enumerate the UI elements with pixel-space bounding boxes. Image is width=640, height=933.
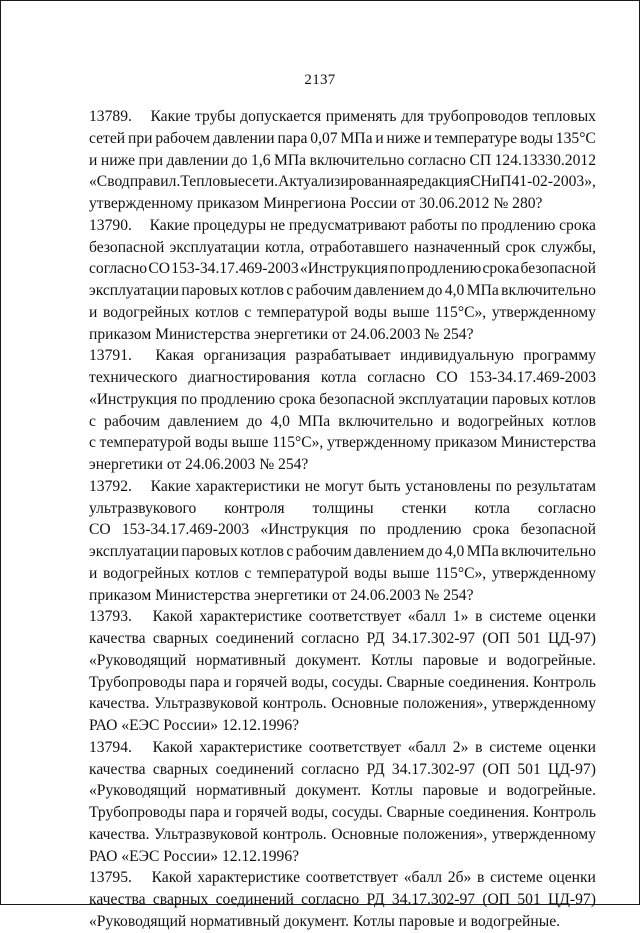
question-text-line: «Руководящий нормативный документ. Котлы паровые и водогрейные. <box>89 651 596 669</box>
question-text-line: качества. Ультразвуковой контроль. Основные положения», утвержденному <box>89 825 596 843</box>
question-text-line: безопасной эксплуатации котла, отработавшего назначенный срок службы, <box>89 238 596 256</box>
question-number: 13792. <box>89 477 132 495</box>
question-text-line: 13793. Какой характеристике соответствует «балл 1» в системе оценки <box>89 606 596 628</box>
document-body <box>89 106 596 933</box>
question-text-line: 13792. Какие характеристики не могут быть установлены по результатам <box>89 476 596 498</box>
question-text-line: «Свод правил. Тепловые сети. Актуализированная редакция СНиП 41-02-2003», <box>89 173 596 191</box>
question-text-line: сетей при рабочем давлении пара 0,07 МПа и ниже и температуре воды 135°С <box>89 129 596 147</box>
page-number: 2137 <box>304 72 336 88</box>
question-text-line: РАО «ЕЭС России» 12.12.1996? <box>89 717 300 734</box>
question-block <box>89 106 596 215</box>
question-number: 13789. <box>89 108 132 125</box>
question-block <box>89 476 596 607</box>
question-text-line: эксплуатации паровых котлов с рабочим давлением до 4,0 МПа включительно <box>89 282 596 299</box>
question-text-line: и водогрейных котлов с температурой воды выше 115°С», утвержденному <box>89 303 596 321</box>
question-text-line: качества. Ультразвуковой контроль. Основные положения», утвержденному <box>89 695 596 713</box>
question-text-line: РАО «ЕЭС России» 12.12.1996? <box>89 847 300 865</box>
question-block <box>89 867 596 932</box>
question-text-line: эксплуатации паровых котлов с рабочим давлением до 4,0 МПа включительно <box>89 543 596 560</box>
question-text-line: Трубопроводы пара и горячей воды, сосуды. Сварные соединения. Контроль <box>89 804 596 821</box>
question-text-line: с температурой воды выше 115°С», утвержденному приказом Министерства <box>89 434 596 452</box>
question-block <box>89 606 596 737</box>
question-text-line: 13790. Какие процедуры не предусматривают работы по продлению срока <box>89 215 596 237</box>
question-text-line: 13794. Какой характеристике соответствует «балл 2» в системе оценки <box>89 737 596 759</box>
question-text-line: Трубопроводы пара и горячей воды, сосуды. Сварные соединения. Контроль <box>89 673 596 691</box>
question-number: 13794. <box>89 738 132 756</box>
question-number: 13793. <box>89 608 132 626</box>
question-text-line: «Инструкция по продлению срока безопасной эксплуатации паровых котлов <box>89 390 596 408</box>
question-text-line: качества сварных соединений согласно РД 34.17.302-97 (ОП 501 ЦД-97) <box>89 891 596 908</box>
question-text-line: и ниже при давлении до 1,6 МПа включительно согласно СП 124.13330.2012 <box>89 151 596 169</box>
question-text-line: качества сварных соединений согласно РД 34.17.302-97 (ОП 501 ЦД-97) <box>89 630 596 647</box>
question-text-line: «Руководящий нормативный документ. Котлы паровые и водогрейные. <box>89 782 596 800</box>
question-block <box>89 215 596 346</box>
question-text-line: «Руководящий нормативный документ. Котлы паровые и водогрейные. <box>89 912 561 930</box>
question-text-line: 13791. Какая организация разрабатывает индивидуальную программу <box>89 345 596 367</box>
question-text-line: энергетики от 24.06.2003 № 254? <box>89 456 309 473</box>
question-text-line: 13789. Какие трубы допускается применять для трубопроводов тепловых <box>89 106 596 128</box>
question-number: 13795. <box>89 869 132 887</box>
question-text-line: качества сварных соединений согласно РД 34.17.302-97 (ОП 501 ЦД-97) <box>89 760 596 778</box>
question-number: 13791. <box>89 347 132 365</box>
question-number: 13790. <box>89 216 132 234</box>
question-text-line: согласно СО 153-34.17.469-2003 «Инструкция по продлению срока безопасной <box>89 260 596 278</box>
question-block <box>89 737 596 868</box>
question-text-line: СО 153-34.17.469-2003 «Инструкция по продлению срока безопасной <box>89 521 596 539</box>
question-text-line: и водогрейных котлов с температурой воды выше 115°С», утвержденному <box>89 564 596 582</box>
question-text-line: приказом Министерства энергетики от 24.06.2003 № 254? <box>89 586 474 604</box>
question-text-line: технического диагностирования котла согласно СО 153-34.17.469-2003 <box>89 369 596 386</box>
question-block <box>89 345 596 476</box>
question-text-line: приказом Министерства энергетики от 24.06.2003 № 254? <box>89 325 474 343</box>
question-text-line: утвержденному приказом Минрегиона России от 30.06.2012 № 280? <box>89 195 543 212</box>
question-text-line: с рабочим давлением до 4,0 МПа включительно и водогрейных котлов <box>89 412 596 430</box>
question-text-line: 13795. Какой характеристике соответствует «балл 2б» в системе оценки <box>89 867 596 889</box>
question-text-line: ультразвукового контроля толщины стенки котла согласно <box>89 499 596 517</box>
